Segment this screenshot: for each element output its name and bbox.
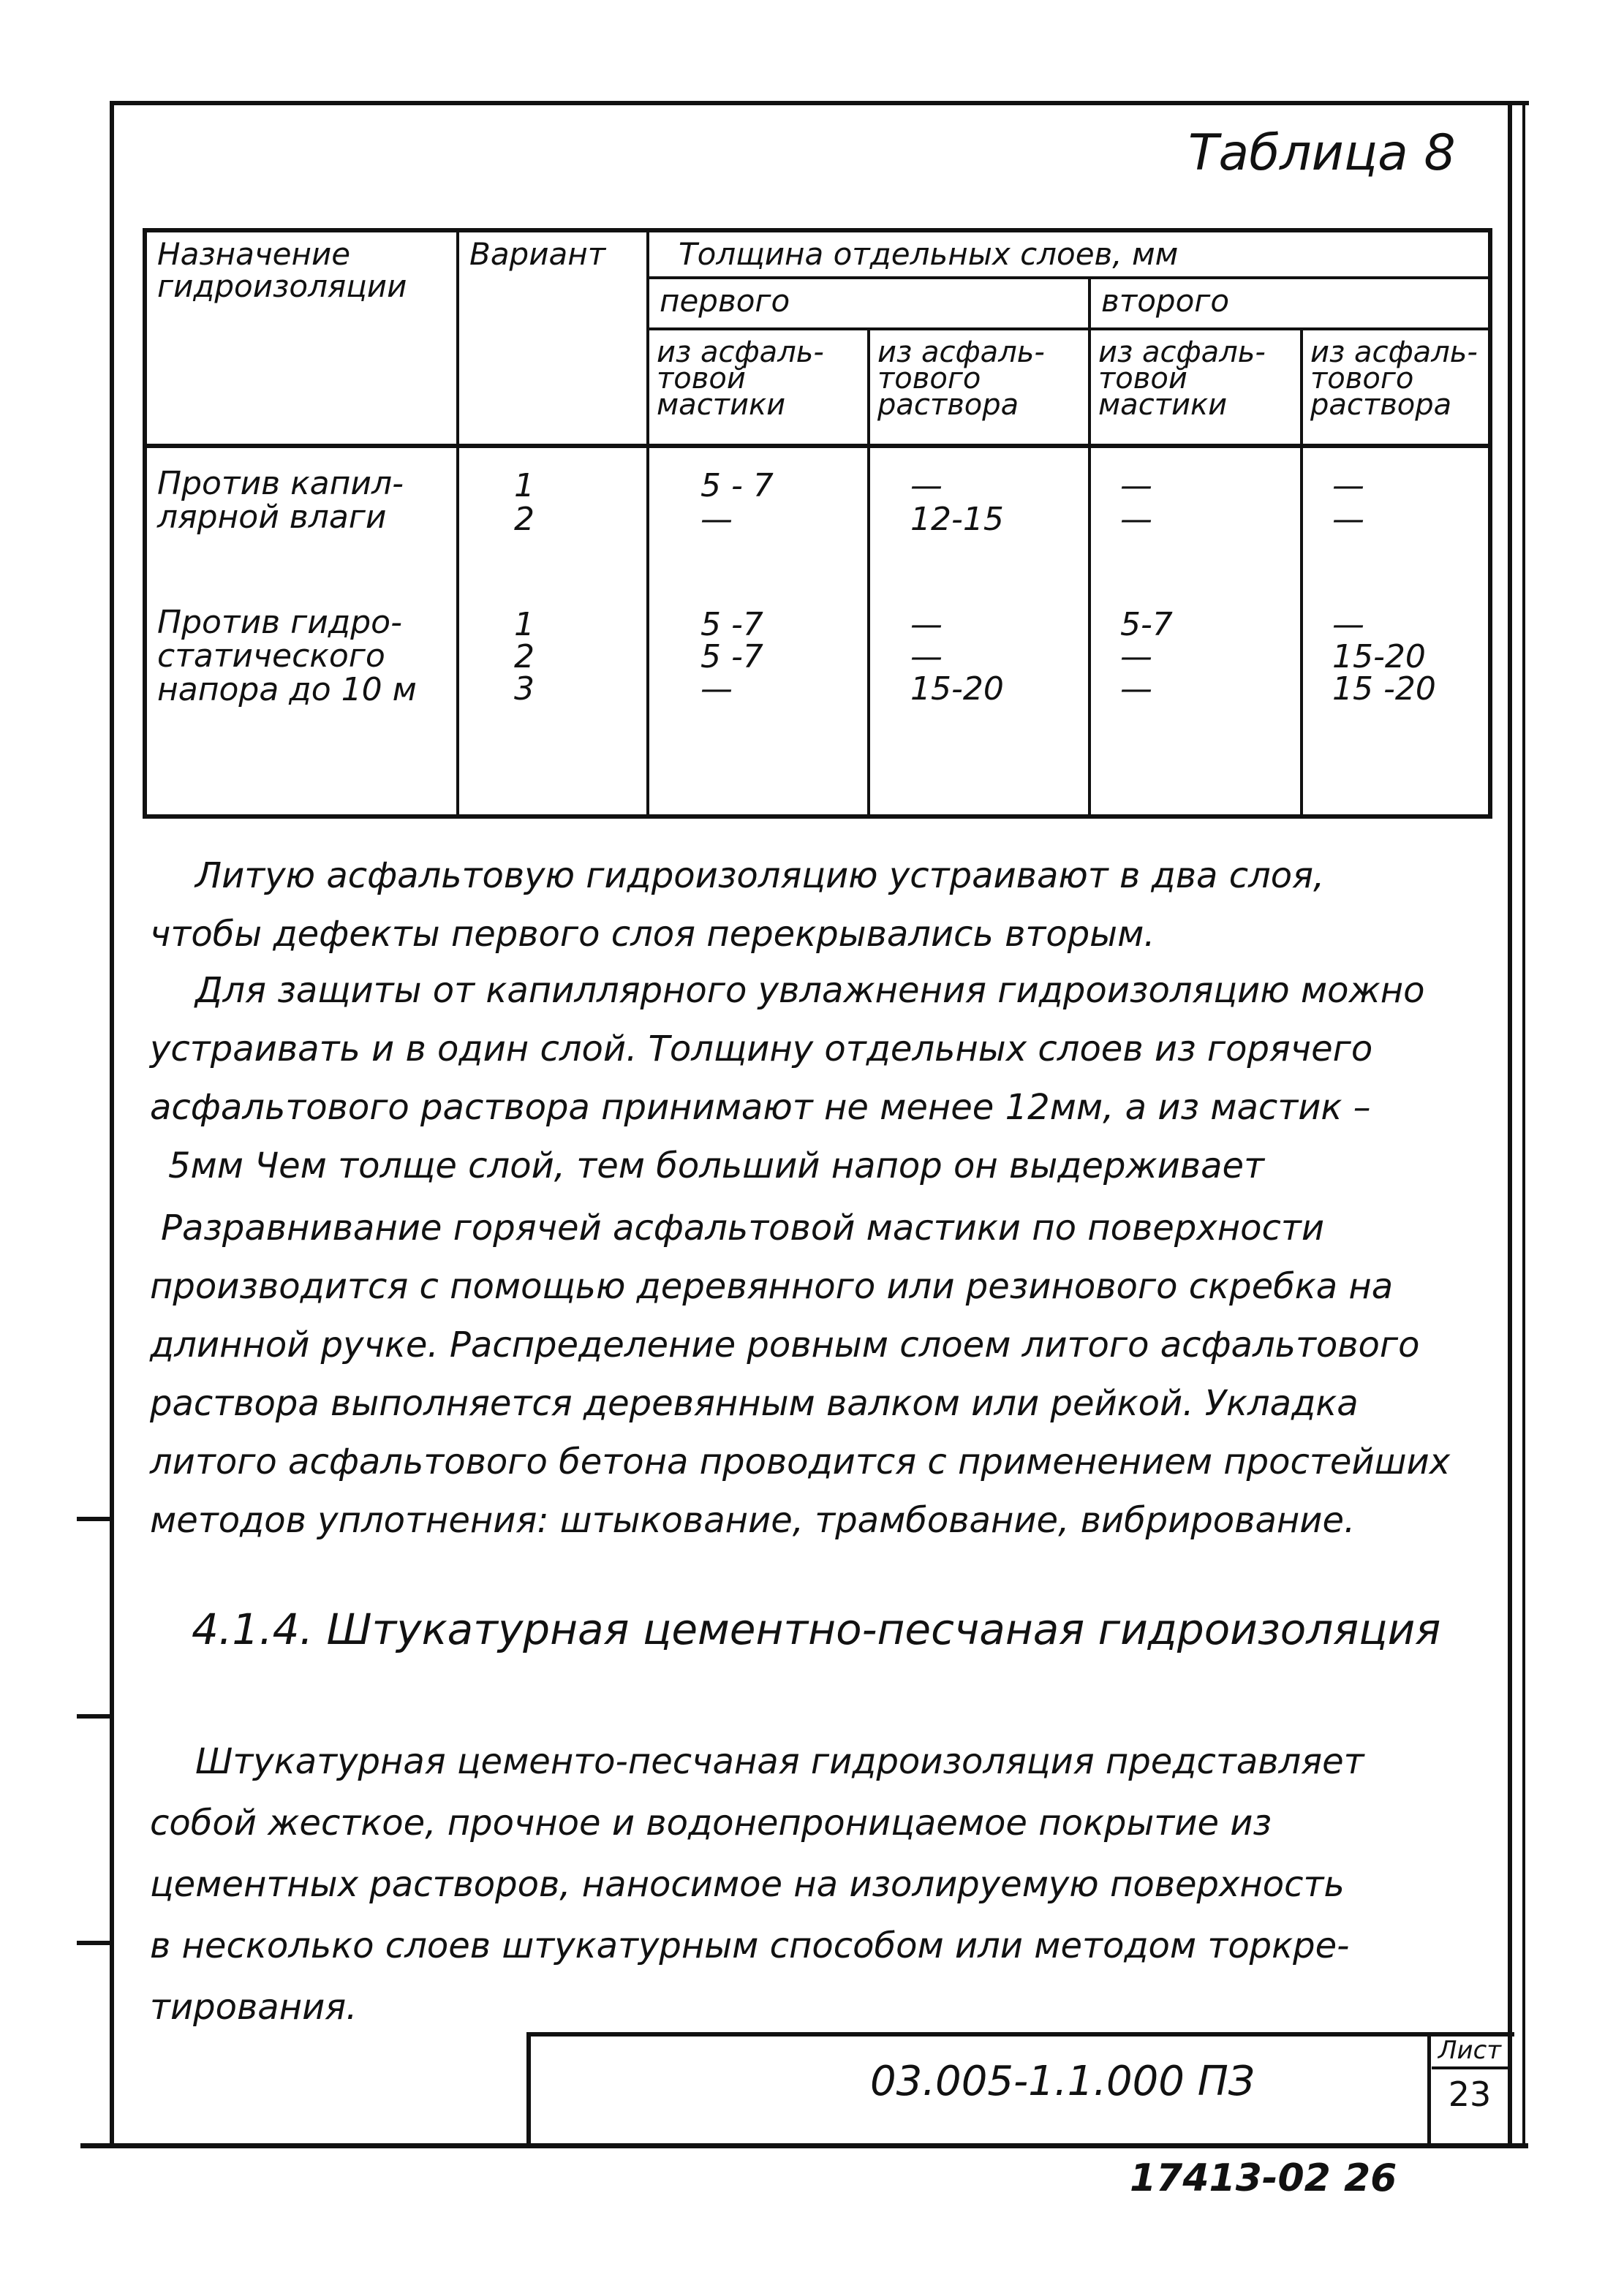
value-cell: — xyxy=(1120,670,1152,708)
mortar-2-column xyxy=(1302,446,1490,817)
purpose-hydrostatic: Против гидро- статического напора до 10 м xyxy=(157,604,417,708)
text-line: раствора выполняется деревянным валком или рейкой. Укладка xyxy=(150,1383,1359,1424)
value-cell: 12-15 xyxy=(910,501,1004,538)
variant-cell: 3 xyxy=(514,670,535,708)
sheet-label: Лист xyxy=(1432,2034,1508,2069)
text-line: длинной ручке. Распределение ровным слоем литого асфальтового xyxy=(150,1325,1420,1365)
value-cell: 5 -7 xyxy=(700,606,763,643)
frame-right-line-inner xyxy=(1522,101,1525,2144)
thickness-table xyxy=(143,228,1492,819)
text-line: цементных растворов, наносимое на изолируемую поверхность xyxy=(150,1864,1345,1905)
header-first-layer: первого xyxy=(648,278,1089,329)
text-line: методов уплотнения: штыкование, трамбование, вибрирование. xyxy=(150,1500,1356,1541)
header-variant: Вариант xyxy=(458,230,648,446)
variant-cell: 2 xyxy=(514,501,535,538)
value-cell: 5 - 7 xyxy=(700,467,774,504)
paragraph-4 xyxy=(150,1731,1503,2038)
text-line: асфальтового раствора принимают не менее 12мм, а из мастик – xyxy=(150,1087,1371,1128)
text-line: в несколько слоев штукатурным способом или методом торкре- xyxy=(150,1925,1350,1966)
text-line: Литую асфальтовую гидроизоляцию устраивают в два слоя, xyxy=(195,855,1325,896)
value-cell: 5 -7 xyxy=(700,638,763,675)
purpose-column xyxy=(145,446,458,817)
variant-cell: 1 xyxy=(514,467,535,504)
mastic-1-column xyxy=(648,446,869,817)
value-cell: 15-20 xyxy=(1332,638,1426,675)
subheader-mastic-2: из асфаль- товой мастики xyxy=(1089,329,1302,446)
text-line: производится с помощью деревянного или резинового скребка на xyxy=(150,1266,1394,1307)
value-cell: — xyxy=(910,638,943,675)
value-cell: — xyxy=(1120,638,1152,675)
value-cell: — xyxy=(910,606,943,643)
variant-cell: 2 xyxy=(514,638,535,675)
header-purpose: Назначение гидроизоляции xyxy=(145,230,458,446)
subheader-mastic-1: из асфаль- товой мастики xyxy=(648,329,869,446)
value-cell: 15 -20 xyxy=(1332,670,1436,708)
value-cell: — xyxy=(1120,501,1152,538)
value-cell: — xyxy=(1332,606,1364,643)
subheader-mortar-1: из асфаль- тового раствора xyxy=(869,329,1089,446)
value-cell: — xyxy=(700,670,733,708)
value-cell: — xyxy=(700,501,733,538)
text-line: Разравнивание горячей асфальтовой мастики по поверхности xyxy=(161,1208,1325,1249)
value-cell: — xyxy=(910,467,943,504)
text-line: литого асфальтового бетона проводится с применением простейших xyxy=(150,1441,1451,1482)
paragraph-3 xyxy=(150,1199,1503,1550)
text-line: Для защиты от капиллярного увлажнения гидроизоляцию можно xyxy=(195,970,1425,1011)
margin-tick xyxy=(77,1714,112,1719)
table-title: Таблица 8 xyxy=(1188,124,1456,182)
text-line: 5мм Чем толще слой, тем больший напор он выдерживает xyxy=(168,1145,1265,1186)
margin-tick xyxy=(77,1941,112,1945)
mastic-2-column xyxy=(1089,446,1302,817)
text-line: чтобы дефекты первого слоя перекрывались вторым. xyxy=(150,914,1155,955)
header-second-layer: второго xyxy=(1089,278,1490,329)
mortar-1-column xyxy=(869,446,1089,817)
purpose-capillary: Против капил- лярной влаги xyxy=(157,465,404,536)
value-cell: — xyxy=(1332,501,1364,538)
value-cell: 15-20 xyxy=(910,670,1004,708)
section-heading: 4.1.4. Штукатурная цементно-песчаная гидроизоляция xyxy=(192,1604,1441,1654)
value-cell: — xyxy=(1120,467,1152,504)
variant-cell: 1 xyxy=(514,606,535,643)
header-thickness: Толщина отдельных слоев, мм xyxy=(648,230,1490,278)
archive-number: 17413-02 26 xyxy=(1130,2156,1397,2200)
subheader-mortar-2: из асфаль- тового раствора xyxy=(1302,329,1490,446)
text-line: собой жесткое, прочное и водонепроницаемое покрытие из xyxy=(150,1803,1272,1844)
sheet-number: 23 xyxy=(1448,2075,1492,2114)
value-cell: — xyxy=(1332,467,1364,504)
title-block-divider xyxy=(1427,2032,1431,2143)
document-code: 03.005-1.1.000 ПЗ xyxy=(870,2058,1255,2105)
frame-right-line xyxy=(1508,101,1512,2144)
paragraph-2 xyxy=(150,961,1503,1195)
text-line: Штукатурная цементо-песчаная гидроизоляция представляет xyxy=(195,1741,1364,1782)
value-cell: 5-7 xyxy=(1120,606,1173,643)
text-line: тирования. xyxy=(150,1987,358,2028)
paragraph-1 xyxy=(150,846,1503,963)
text-line: устраивать и в один слой. Толщину отдельных слоев из горячего xyxy=(150,1028,1373,1069)
variant-column xyxy=(458,446,648,817)
margin-tick xyxy=(77,1517,112,1521)
